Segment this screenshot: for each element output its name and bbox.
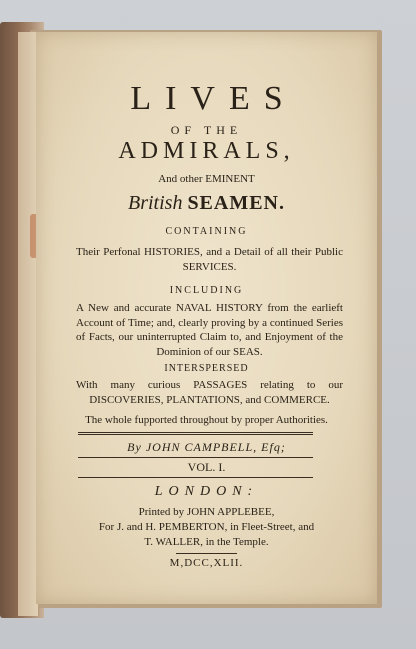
- including-heading: INCLUDING: [169, 285, 244, 296]
- imprint-place: LONDON:: [154, 484, 259, 499]
- subtitle-other: And other EMINENT: [158, 173, 255, 185]
- title-page: [36, 32, 377, 604]
- subtitle-british-line: [36, 192, 377, 215]
- personal-histories: Their Perfonal HISTORIES, and a Detail of all their Public SERVICES.: [76, 246, 343, 273]
- printer-line: Printed by JOHN APPLEBEE,: [138, 506, 275, 518]
- authorities-text: The whole fupported throughout by proper Authorities.: [85, 414, 328, 426]
- title-admirals: ADMIRALS,: [118, 138, 295, 164]
- volume-label: VOL. I.: [187, 460, 226, 474]
- subtitle-seamen: SEAMEN.: [187, 192, 286, 214]
- author-line: By JOHN CAMPBELL, Efq;: [127, 440, 286, 454]
- rule: [78, 457, 313, 458]
- rule: [176, 553, 237, 554]
- containing-heading: CONTAINING: [165, 226, 248, 237]
- publisher-line: For J. and H. PEMBERTON, in Fleet-Street, and: [98, 521, 315, 533]
- rule: [78, 434, 313, 435]
- publisher-line-2: T. WALLER, in the Temple.: [144, 536, 269, 548]
- history-detail: A New and accurate NAVAL HISTORY from the earlieft Account of Time; and, clearly proving by a continued Series of Facts, our uninterrupted Claim to, and Enjoyment of the Dominion of our SEAS.: [76, 302, 343, 358]
- rule: [78, 477, 313, 478]
- title-of-the: OF THE: [170, 123, 243, 137]
- subtitle-british: British: [127, 192, 183, 214]
- imprint-date: M,DCC,XLII.: [169, 557, 244, 569]
- title-main: LIVES: [130, 80, 297, 117]
- passages-text: With many curious PASSAGES relating to our DISCOVERIES, PLANTATIONS, and COMMERCE.: [76, 379, 343, 406]
- interspersed-heading: INTERSPERSED: [164, 363, 249, 374]
